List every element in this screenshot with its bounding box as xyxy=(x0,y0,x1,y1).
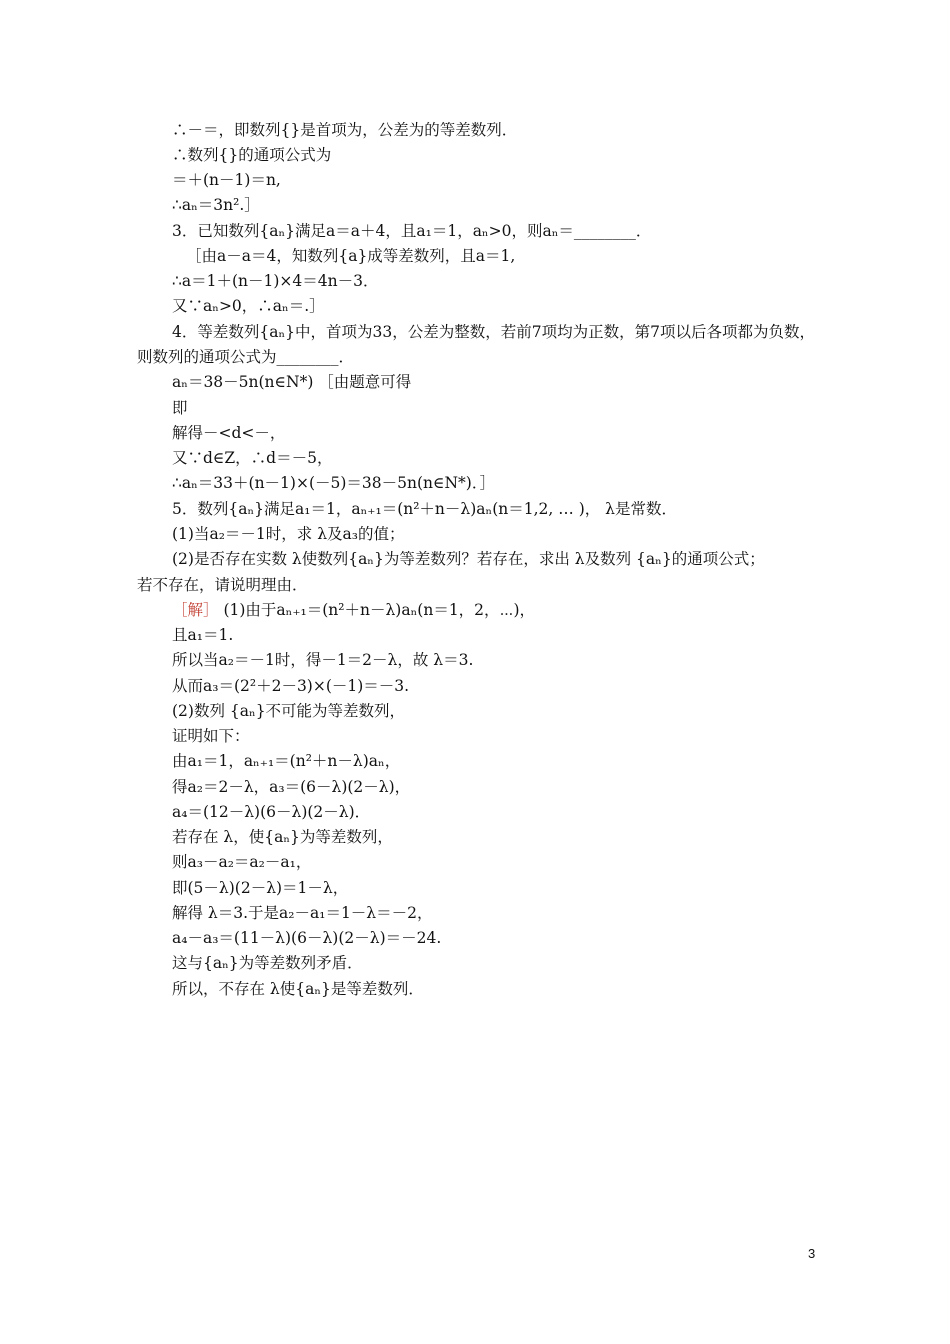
text-line: 且a₁＝1. xyxy=(172,626,234,644)
page-number: 3 xyxy=(808,1246,816,1261)
text-line: 证明如下： xyxy=(172,727,250,745)
text-line: 即 xyxy=(172,399,188,417)
text-line: 得a₂＝2－λ，a₃＝(6－λ)(2－λ)， xyxy=(172,778,411,796)
text-line: ∴－＝，即数列{}是首项为，公差为的等差数列． xyxy=(172,121,518,139)
text-line: 所以当a₂＝－1时，得－1＝2－λ，故 λ＝3. xyxy=(172,651,474,669)
text-line: ∴a＝1＋(n－1)×4＝4n－3． xyxy=(172,272,379,290)
text-line: ∴aₙ＝3n².］ xyxy=(172,196,260,214)
text-line: 4．等差数列{aₙ}中，首项为33，公差为整数，若前7项均为正数，第7项以后各项都为负数， xyxy=(172,323,815,341)
text-line: 若不存在，请说明理由． xyxy=(137,576,308,594)
text-line: (1)当a₂＝－1时，求 λ及a₃的值； xyxy=(172,525,405,543)
solution-line xyxy=(172,600,535,620)
text-line: a₄－a₃＝(11－λ)(6－λ)(2－λ)＝－24. xyxy=(172,929,442,947)
text-line: ［由a－a＝4，知数列{a}成等差数列，且a＝1, xyxy=(186,247,516,265)
text-line: 解得 λ＝3.于是a₂－a₁＝1－λ＝－2， xyxy=(172,904,433,922)
text-line: aₙ＝38－5n(n∈N*) ［由题意可得 xyxy=(172,373,412,391)
text-line: ＝＋(n－1)＝n, xyxy=(172,171,281,189)
text-line: ∴数列{}的通项公式为 xyxy=(172,146,332,164)
text-line: 即(5－λ)(2－λ)＝1－λ， xyxy=(172,879,349,897)
text-line: 从而a₃＝(2²＋2－3)×(－1)＝－3. xyxy=(172,677,410,695)
text-line: 又∵aₙ>0，∴aₙ＝.］ xyxy=(172,297,325,315)
solution-label: ［解］ xyxy=(172,601,219,619)
text-line: 由a₁＝1，aₙ₊₁＝(n²＋n－λ)aₙ， xyxy=(172,752,401,770)
text-line: 解得－<d<－， xyxy=(172,424,286,442)
text-line: ∴aₙ＝33＋(n－1)×(－5)＝38－5n(n∈N*)．］ xyxy=(172,474,496,492)
text-line: 所以，不存在 λ使{aₙ}是等差数列． xyxy=(172,980,424,998)
text-line: 则a₃－a₂＝a₂－a₁， xyxy=(172,853,312,871)
text-line: 又∵d∈Z，∴d＝－5， xyxy=(172,449,333,467)
text-line: 这与{aₙ}为等差数列矛盾． xyxy=(172,954,363,972)
solution-text: (1)由于aₙ₊₁＝(n²＋n－λ)aₙ(n＝1，2，⋯)， xyxy=(223,601,536,619)
text-line: (2)是否存在实数 λ使数列{aₙ}为等差数列？若存在，求出 λ及数列 {aₙ}的通项公式； xyxy=(172,550,765,568)
text-line: (2)数列 {aₙ}不可能为等差数列， xyxy=(172,702,406,720)
text-line: 5．数列{aₙ}满足a₁＝1，aₙ₊₁＝(n²＋n－λ)aₙ(n＝1,2, … )， λ是常数． xyxy=(172,500,677,518)
text-line: 则数列的通项公式为________． xyxy=(137,348,355,366)
text-line: 若存在 λ，使{aₙ}为等差数列， xyxy=(172,828,393,846)
text-line: 3．已知数列{aₙ}满足a＝a＋4，且a₁＝1，aₙ>0，则aₙ＝________． xyxy=(172,222,652,240)
text-line: a₄＝(12－λ)(6－λ)(2－λ)． xyxy=(172,803,371,821)
